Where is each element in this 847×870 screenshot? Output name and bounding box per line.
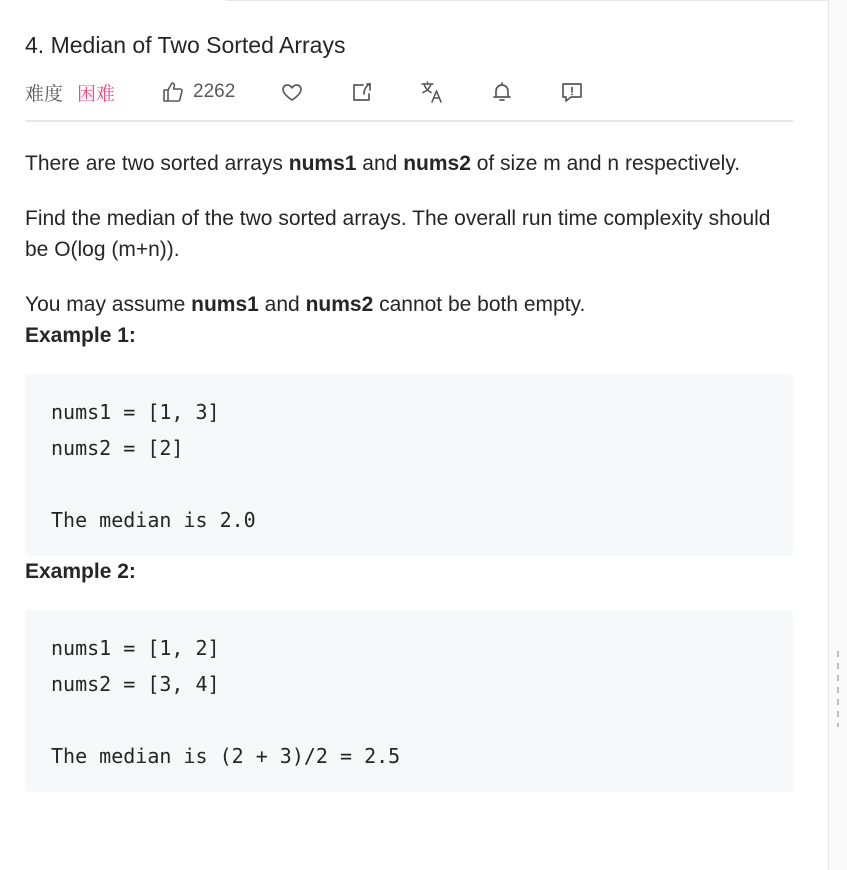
bell-icon [490, 80, 514, 104]
favorite-button[interactable] [279, 79, 305, 105]
code-line: nums2 = [3, 4] [51, 672, 220, 696]
inline-code-nums1: nums1 [191, 293, 259, 316]
example-1-title: Example 1: [25, 324, 136, 347]
code-line: The median is (2 + 3)/2 = 2.5 [51, 744, 401, 768]
inline-code-nums2: nums2 [305, 293, 374, 316]
heart-icon [280, 80, 304, 104]
problem-description [25, 0, 793, 792]
code-line [51, 702, 767, 738]
share-icon [350, 80, 374, 104]
example-1-code [25, 374, 793, 556]
text-span: and [258, 293, 306, 316]
inline-code-nums1: nums1 [288, 152, 357, 175]
text-span: and [356, 152, 404, 175]
code-line: The median is 2.0 [51, 508, 256, 532]
description-paragraph-2: Find the median of the two sorted arrays. The overall run time complexity should be O(log (m+n)). [25, 207, 771, 261]
header-divider [25, 120, 793, 122]
notify-button[interactable] [489, 79, 515, 105]
feedback-icon [560, 80, 584, 104]
example-2-code [25, 610, 793, 792]
problem-meta-bar [25, 77, 793, 107]
code-line: nums1 = [1, 3] [51, 400, 220, 424]
share-button[interactable] [349, 79, 375, 105]
text-span: of size m and n respectively. [470, 152, 741, 175]
code-line: nums1 = [1, 2] [51, 636, 220, 660]
difficulty-label: 难度 [25, 83, 64, 105]
text-span: You may assume [25, 293, 192, 316]
drag-handle-icon[interactable] [837, 651, 839, 727]
text-span: There are two sorted arrays [25, 152, 289, 175]
difficulty-badge: 困难 [77, 83, 116, 105]
translate-icon [419, 79, 445, 105]
description-paragraph-3 [25, 289, 793, 320]
inline-code-nums2: nums2 [403, 152, 471, 175]
translate-button[interactable] [419, 79, 445, 105]
like-button[interactable] [161, 80, 235, 104]
problem-title: 4. Median of Two Sorted Arrays [25, 32, 346, 58]
example-2-title: Example 2: [25, 560, 136, 583]
like-count: 2262 [193, 81, 236, 102]
split-pane-divider[interactable] [828, 0, 847, 870]
description-body [25, 148, 793, 792]
code-line: nums2 = [2] [51, 436, 184, 460]
code-line [51, 466, 767, 502]
thumbs-up-icon [161, 80, 185, 104]
text-span: cannot be both empty. [373, 293, 586, 316]
description-paragraph-1 [25, 148, 793, 179]
feedback-button[interactable] [559, 79, 585, 105]
